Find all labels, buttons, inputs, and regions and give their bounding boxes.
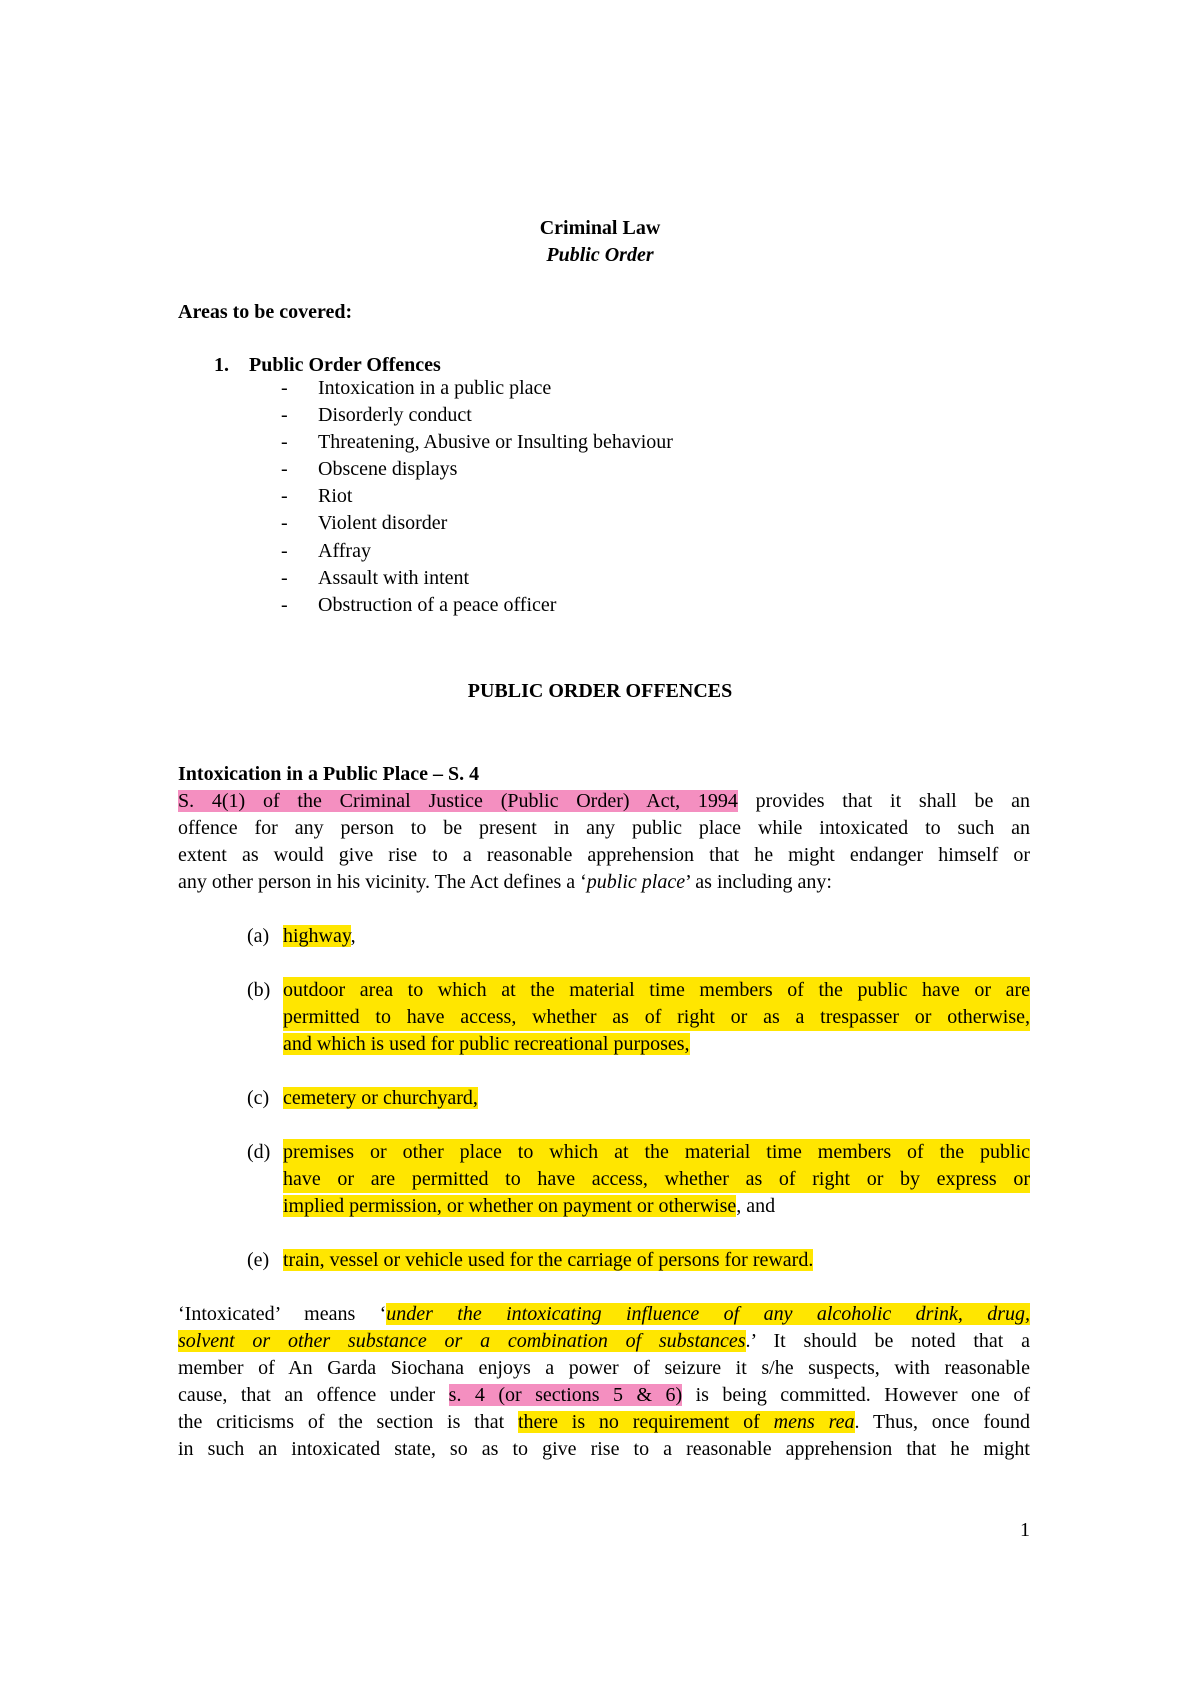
list-item-text: Riot: [318, 485, 353, 508]
paragraph-line: extent as would give rise to a reasonable apprehension that he might endanger himself or: [178, 844, 1030, 866]
bullet-dash: -: [281, 485, 288, 508]
paragraph-line: member of An Garda Siochana enjoys a power of seizure it s/he suspects, with reasonable: [178, 1357, 1030, 1379]
bullet-dash: -: [281, 512, 288, 535]
list-item-text: Intoxication in a public place: [318, 377, 552, 399]
list-item-a: [283, 923, 1030, 950]
italic-term: public place: [586, 871, 686, 893]
paragraph-intoxicated: [178, 1301, 1030, 1463]
text-run: any other person in his vicinity. The Act defines a ‘: [178, 871, 587, 893]
list-item-e: [283, 1247, 1030, 1274]
text-run: there is no requirement of: [517, 1411, 774, 1433]
list-line-highlight: outdoor area to which at the material time members of the public have or are: [283, 977, 1030, 1004]
highlight: highway: [283, 925, 351, 947]
text-run: cause, that an offence under: [178, 1384, 449, 1406]
list-item-text: Obscene displays: [318, 458, 458, 481]
bullet-dash: -: [281, 458, 288, 481]
bullet-dash: -: [281, 593, 288, 616]
areas-heading: Areas to be covered:: [178, 301, 353, 323]
list-label: (e): [247, 1249, 270, 1271]
paragraph-line: [178, 1301, 1030, 1328]
list-line: [283, 1085, 1030, 1112]
main-heading: PUBLIC ORDER OFFENCES: [467, 680, 733, 702]
list-label: (d): [247, 1141, 271, 1163]
paragraph-line: in such an intoxicated state, so as to give rise to a reasonable apprehension that he might: [178, 1438, 1030, 1460]
list-line-highlight: premises or other place to which at the material time members of the public: [283, 1139, 1030, 1166]
definition-highlight: under the intoxicating influence of any alcoholic drink, drug,: [386, 1303, 1030, 1325]
list-item-c: [283, 1085, 1030, 1112]
paragraph-intro: [178, 788, 1030, 896]
definition-highlight: solvent or other substance or a combination of substances: [178, 1330, 746, 1352]
bullet-dash: -: [281, 377, 288, 399]
text-run: .’ It should be noted that a: [745, 1330, 1030, 1352]
highlight: and which is used for public recreational purposes,: [283, 1033, 690, 1055]
document-subtitle: Public Order: [546, 244, 654, 266]
list-item-text: Threatening, Abusive or Insulting behaviour: [318, 431, 673, 454]
list-label: (c): [247, 1087, 270, 1109]
list-item-text: Obstruction of a peace officer: [318, 593, 557, 616]
list-line-highlight: permitted to have access, whether as of right or as a trespasser or otherwise,: [283, 1004, 1030, 1031]
bullet-dash: -: [281, 539, 288, 562]
text-run: ‘Intoxicated’ means ‘: [178, 1303, 387, 1325]
list-line: [283, 1031, 1030, 1058]
list-item-b: [283, 977, 1030, 1058]
paragraph-line: [178, 788, 1030, 815]
list-line: [283, 1247, 1030, 1274]
text-run: the criticisms of the section is that: [178, 1411, 518, 1433]
list-item-text: Violent disorder: [318, 512, 448, 535]
text-run: ,: [350, 925, 356, 947]
mens-rea-highlight: [518, 1411, 855, 1433]
list-item-text: Assault with intent: [318, 566, 470, 589]
list-line: [283, 1193, 1030, 1220]
list-label: (a): [247, 925, 270, 947]
text-run: . Thus, once found: [854, 1411, 1030, 1433]
bullet-dash: -: [281, 404, 288, 427]
paragraph-line: [178, 1328, 1030, 1355]
list-item-text: Disorderly conduct: [318, 404, 472, 427]
bullet-dash: -: [281, 566, 288, 589]
document-title: Criminal Law: [539, 217, 661, 239]
page-number: 1: [1020, 1519, 1030, 1541]
italic-term: mens rea: [773, 1411, 855, 1433]
list-line-highlight: have or are permitted to have access, whether as of right or by express or: [283, 1166, 1030, 1193]
section-reference-highlight: s. 4 (or sections 5 & 6): [448, 1384, 683, 1406]
paragraph-line: offence for any person to be present in any public place while intoxicated to such an: [178, 817, 1030, 839]
list-line: [283, 923, 1030, 950]
text-run: is being committed. However one of: [682, 1384, 1030, 1406]
paragraph-line: [178, 1382, 1030, 1409]
section-heading: Intoxication in a Public Place – S. 4: [178, 763, 480, 785]
list-item-text: Affray: [318, 539, 371, 562]
statute-citation-highlight: S. 4(1) of the Criminal Justice (Public Order) Act, 1994: [178, 790, 738, 812]
list-item-d: [283, 1139, 1030, 1220]
text-run: , and: [736, 1195, 776, 1217]
text-run: provides that it shall be an: [737, 790, 1030, 812]
text-run: ’ as including any:: [685, 871, 832, 893]
list-label: (b): [247, 979, 271, 1001]
section-title: Public Order Offences: [249, 354, 441, 376]
paragraph-line: [178, 1409, 1030, 1436]
highlight: implied permission, or whether on payment or otherwise: [283, 1195, 737, 1217]
highlight: cemetery or churchyard,: [283, 1087, 478, 1109]
highlight: train, vessel or vehicle used for the carriage of persons for reward.: [283, 1249, 814, 1271]
section-number: 1.: [214, 354, 229, 376]
paragraph-line: [178, 869, 1030, 896]
bullet-dash: -: [281, 431, 288, 454]
